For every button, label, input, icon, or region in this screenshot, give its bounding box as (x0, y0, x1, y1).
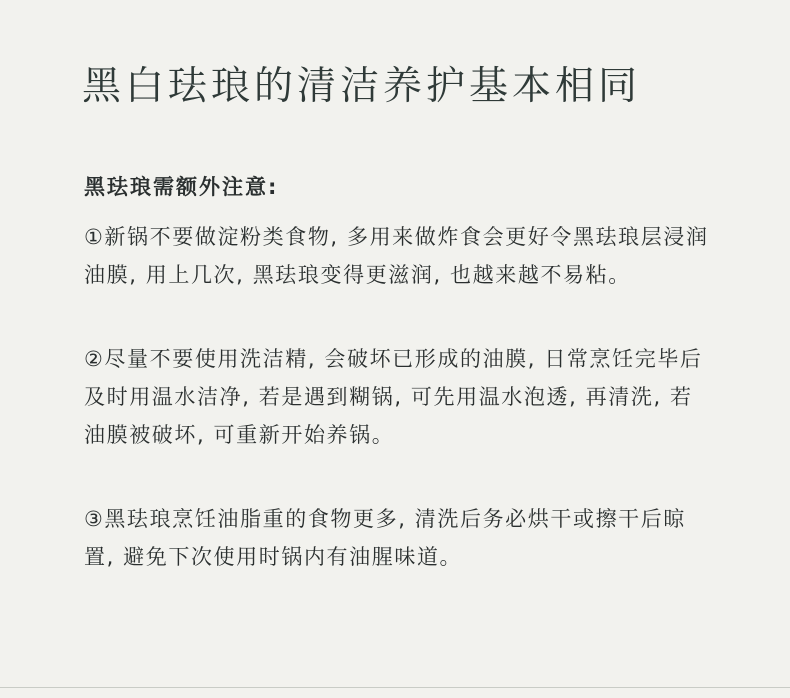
black-enamel-note-heading: 黑珐琅需额外注意: (84, 175, 279, 199)
tip-paragraph-3: ③黑珐琅烹饪油脂重的食物更多, 清洗后务必烘干或擦干后晾置, 避免下次使用时锅内有油腥味道。 (84, 507, 686, 569)
tip-paragraph-1: ①新锅不要做淀粉类食物, 多用来做炸食会更好令黑珐琅层浸润油膜, 用上几次, 黑珐琅变得更滋润, 也越来越不易粘。 (84, 225, 709, 287)
tip-paragraph-2: ②尽量不要使用洗洁精, 会破坏已形成的油膜, 日常烹饪完毕后及时用温水洁净, 若是遇到糊锅, 可先用温水泡透, 再清洗, 若油膜被破坏, 可重新开始养锅。 (84, 347, 703, 447)
page-title: 黑白珐琅的清洁养护基本相同 (82, 64, 642, 109)
bottom-divider (0, 687, 790, 688)
